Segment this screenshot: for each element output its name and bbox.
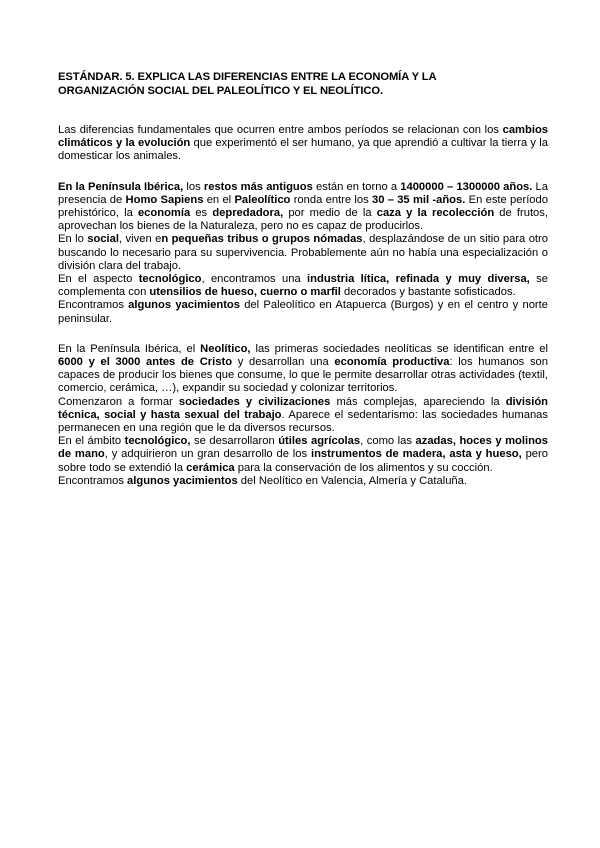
text-run: más complejas, apareciendo la bbox=[330, 395, 506, 408]
text-run: , y adquirieron un gran desarrollo de los bbox=[104, 448, 311, 461]
text-run: los bbox=[183, 180, 204, 193]
paleolithic-section bbox=[58, 181, 548, 326]
bold-text: economía bbox=[137, 207, 191, 220]
bold-text: Homo Sapiens bbox=[125, 193, 204, 206]
bold-text: En la Península Ibérica, bbox=[58, 180, 184, 193]
text-run: ronda entre los bbox=[290, 193, 372, 206]
bold-text: industria lítica, refinada y muy diversa, bbox=[307, 273, 530, 286]
text-run: Encontramos bbox=[58, 474, 128, 487]
text-run: es bbox=[190, 207, 213, 220]
text-run: en el bbox=[203, 193, 235, 206]
text-run: de frutos, aprovechan los bienes de la Naturaleza, pero no es capaz de producirlos. bbox=[58, 207, 548, 233]
paleolithic-paragraph-2 bbox=[58, 233, 548, 273]
title-line-2: ORGANIZACIÓN SOCIAL DEL PALEOLÍTICO Y EL NEOLÍTICO. bbox=[58, 85, 383, 97]
text-run: que experimentó el ser humano, ya que aprendió a cultivar la tierra y la domesticar los animales. bbox=[58, 137, 548, 163]
text-run: Las diferencias fundamentales que ocurren entre ambos períodos se relacionan con los bbox=[58, 124, 503, 136]
bold-text: economía productiva bbox=[334, 356, 450, 369]
bold-text: división técnica, social y hasta sexual del trabajo bbox=[58, 395, 548, 421]
text-run: las primeras sociedades neolíticas se identifican entre el bbox=[250, 342, 548, 355]
bold-text: utensilios de hueso, cuerno o marfil bbox=[149, 286, 341, 299]
bold-text: n pequeñas tribus o grupos nómadas bbox=[161, 233, 363, 246]
bold-text: restos más antiguos bbox=[203, 180, 313, 193]
bold-text: Paleolítico bbox=[234, 193, 291, 206]
text-run: En el aspecto bbox=[58, 273, 139, 286]
text-run: del Paleolítico en Atapuerca (Burgos) y en el centro y norte peninsular. bbox=[58, 299, 548, 325]
bold-text: Neolítico, bbox=[200, 342, 251, 355]
text-run: La presencia de bbox=[58, 180, 548, 206]
title-line-1: ESTÁNDAR. 5. EXPLICA LAS DIFERENCIAS ENTRE LA ECONOMÍA Y LA bbox=[58, 71, 437, 83]
text-run: En este período prehistórico, la bbox=[58, 193, 548, 220]
intro-paragraph bbox=[58, 124, 548, 164]
neolithic-section bbox=[58, 343, 548, 488]
bold-text: 6000 y el 3000 antes de Cristo bbox=[58, 356, 233, 369]
text-run: del Neolítico en Valencia, Almería y Cataluña. bbox=[237, 474, 467, 487]
bold-text: útiles agrícolas bbox=[278, 435, 361, 448]
bold-text: 30 – 35 mil -años. bbox=[371, 193, 466, 206]
text-run: : los humanos son capaces de producir los bienes que consume, lo que le permite desarrollar otras actividades (textil, comercio, cerámica, …), expandir su sociedad y colonizar territorios. bbox=[58, 356, 548, 395]
text-run: por medio de la bbox=[283, 207, 377, 220]
text-run: Comenzaron a formar bbox=[58, 395, 179, 408]
bold-text: social bbox=[87, 233, 119, 246]
text-run: En lo bbox=[58, 233, 88, 246]
bold-text: algunos yacimientos bbox=[128, 299, 240, 312]
text-run: , desplazándose de un sitio para otro buscando lo necesario para su supervivencia. Probablemente aún no había una especialización o división clara del trabajo. bbox=[58, 233, 548, 272]
text-run: , viven e bbox=[119, 233, 162, 246]
text-run: Encontramos bbox=[58, 299, 129, 312]
text-run: . Aparece el sedentarismo: las sociedades humanas permanecen en una región que le da diversos recursos. bbox=[58, 408, 548, 435]
paleolithic-paragraph-4 bbox=[58, 299, 548, 325]
paleolithic-paragraph-3 bbox=[58, 273, 548, 299]
neolithic-paragraph-1 bbox=[58, 343, 548, 396]
text-run: En el ámbito bbox=[58, 435, 125, 448]
text-run: se desarrollaron bbox=[190, 435, 279, 448]
text-run: , como las bbox=[360, 435, 416, 448]
bold-text: 1400000 – 1300000 años. bbox=[400, 180, 533, 193]
text-run: están en torno a bbox=[312, 180, 401, 193]
bold-text: cambios climáticos y la evolución bbox=[58, 124, 548, 150]
neolithic-paragraph-3 bbox=[58, 435, 548, 475]
bold-text: depredadora, bbox=[212, 207, 284, 220]
text-run: En la Península Ibérica, el bbox=[58, 342, 201, 355]
text-run: , encontramos una bbox=[201, 273, 308, 286]
text-run: pero sobre todo se extendió la bbox=[58, 448, 548, 474]
bold-text: tecnológico, bbox=[124, 435, 191, 448]
bold-text: instrumentos de madera, asta y hueso, bbox=[310, 448, 522, 461]
text-run: decorados y bastante sofisticados. bbox=[340, 286, 516, 299]
bold-text: sociedades y civilizaciones bbox=[178, 395, 331, 408]
bold-text: azadas, hoces y molinos de mano bbox=[58, 435, 548, 461]
neolithic-paragraph-4 bbox=[58, 475, 548, 488]
text-run: se complementa con bbox=[58, 273, 548, 299]
bold-text: caza y la recolección bbox=[376, 207, 495, 220]
bold-text: algunos yacimientos bbox=[127, 474, 238, 487]
neolithic-paragraph-2 bbox=[58, 396, 548, 436]
text-run: y desarrollan una bbox=[232, 356, 335, 369]
bold-text: tecnológico bbox=[138, 273, 202, 286]
text-run: para la conservación de los alimentos y su cocción. bbox=[234, 461, 493, 474]
document-title bbox=[58, 70, 548, 98]
bold-text: cerámica bbox=[186, 461, 235, 474]
paleolithic-paragraph-1 bbox=[58, 181, 548, 234]
